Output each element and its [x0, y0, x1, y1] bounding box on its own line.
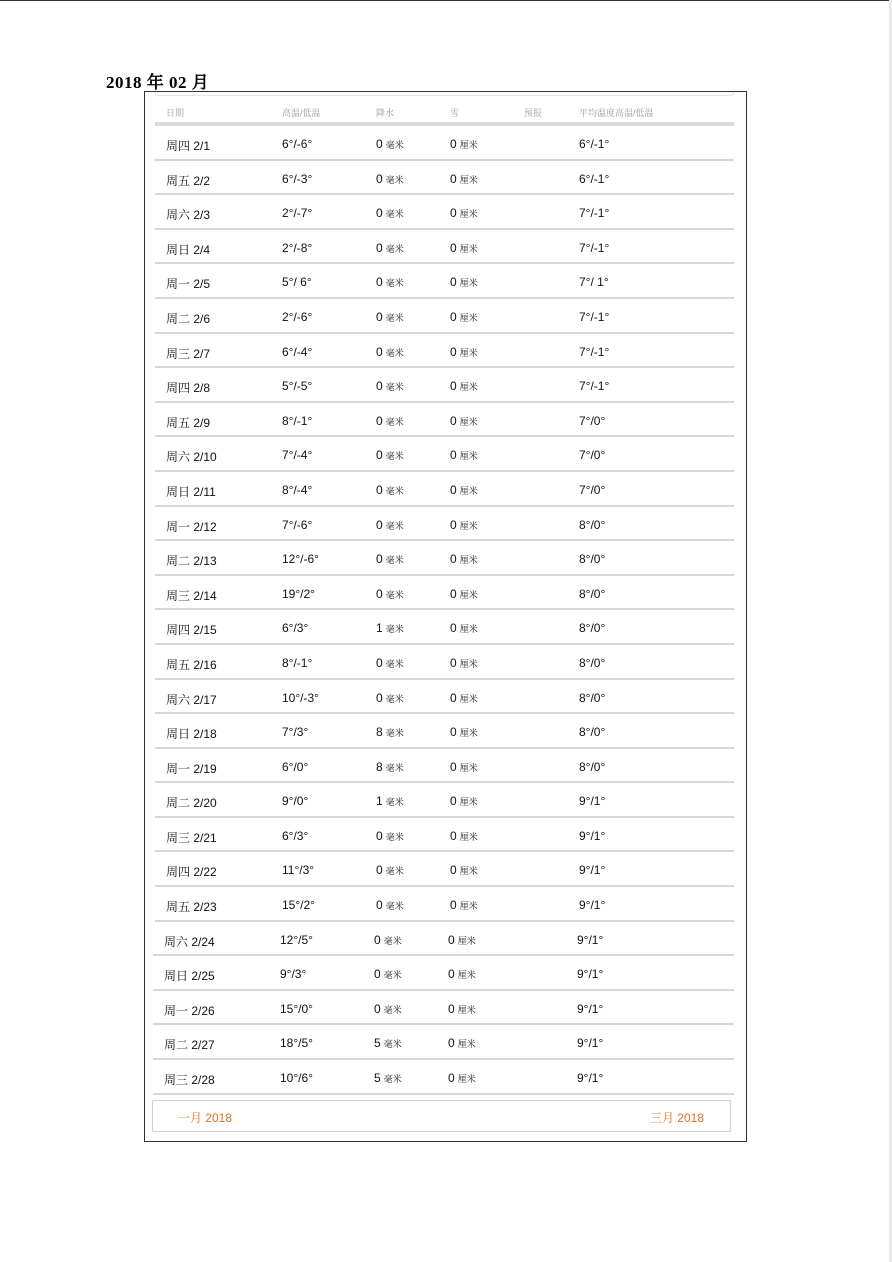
snow-value: 0 — [450, 794, 457, 809]
day-cell: 周三 2/28 — [164, 1073, 215, 1088]
snow-cell — [450, 898, 478, 912]
snow-unit: 厘米 — [459, 312, 478, 323]
avg-high-low-cell: 6°/-1° — [579, 171, 610, 186]
snow-unit: 厘米 — [459, 140, 478, 150]
table-row — [155, 541, 734, 576]
snow-unit: 厘米 — [459, 658, 478, 669]
high-low-cell: 19°/2° — [282, 586, 315, 601]
precip-unit: 毫米 — [385, 312, 404, 323]
precip-value: 0 — [374, 967, 381, 982]
snow-value: 0 — [450, 344, 457, 359]
precip-cell — [376, 760, 404, 774]
precip-value: 5 — [374, 1071, 381, 1086]
avg-high-low-cell: 9°/1° — [579, 794, 606, 809]
snow-value: 0 — [450, 863, 457, 878]
precip-value: 0 — [376, 379, 383, 394]
next-month-link[interactable]: 三月 2018 — [649, 1111, 704, 1125]
header-top-edge — [155, 92, 734, 96]
day-cell: 周六 2/24 — [164, 934, 215, 949]
snow-cell — [450, 621, 478, 635]
snow-cell — [450, 345, 478, 359]
precip-cell — [376, 863, 404, 877]
day-cell: 周二 2/13 — [166, 554, 217, 569]
snow-value: 0 — [450, 137, 457, 151]
high-low-cell: 10°/6° — [280, 1071, 313, 1086]
snow-value: 0 — [450, 690, 457, 705]
high-low-cell: 15°/0° — [280, 1001, 313, 1016]
avg-high-low-cell: 7°/0° — [579, 413, 606, 428]
precip-value: 5 — [374, 1036, 381, 1051]
snow-value: 0 — [450, 482, 457, 497]
precip-value: 0 — [376, 171, 383, 186]
precip-cell — [376, 137, 404, 151]
day-cell: 周二 2/20 — [166, 796, 217, 811]
header-precip: 降水 — [376, 108, 395, 118]
snow-cell — [450, 137, 478, 151]
snow-unit: 厘米 — [459, 797, 478, 808]
high-low-cell: 6°/3° — [282, 828, 309, 843]
table-row — [155, 334, 734, 369]
precip-unit: 毫米 — [385, 140, 404, 150]
table-row — [153, 1025, 734, 1060]
precip-unit: 毫米 — [385, 278, 404, 289]
precip-cell — [376, 794, 404, 808]
snow-cell — [450, 829, 478, 843]
table-row — [155, 680, 734, 715]
precip-value: 0 — [376, 586, 383, 601]
table-header — [155, 92, 734, 126]
high-low-cell: 6°/-6° — [282, 137, 313, 151]
avg-high-low-cell: 7°/-1° — [579, 309, 610, 324]
precip-cell — [376, 414, 404, 428]
table-row — [153, 1060, 734, 1095]
precip-unit: 毫米 — [383, 1004, 402, 1015]
table-row — [155, 472, 734, 507]
precip-cell — [376, 379, 404, 393]
snow-cell — [450, 172, 478, 186]
precip-cell — [376, 241, 404, 255]
precip-cell — [376, 691, 404, 705]
avg-high-low-cell: 8°/0° — [579, 759, 606, 774]
high-low-cell: 9°/3° — [280, 967, 307, 982]
high-low-cell: 12°/-6° — [282, 552, 319, 567]
snow-unit: 厘米 — [459, 693, 478, 704]
precip-value: 8 — [376, 725, 383, 740]
day-cell: 周三 2/21 — [166, 830, 217, 845]
snow-cell — [448, 933, 476, 947]
precip-unit: 毫米 — [385, 243, 404, 254]
table-row — [153, 991, 734, 1026]
snow-cell — [450, 587, 478, 601]
precip-unit: 毫米 — [385, 209, 404, 220]
header-high-low: 高温/低温 — [282, 108, 321, 118]
snow-value: 0 — [448, 1036, 455, 1051]
day-cell: 周六 2/17 — [166, 692, 217, 707]
day-cell: 周日 2/25 — [164, 969, 215, 984]
month-nav — [152, 1100, 731, 1132]
snow-value: 0 — [450, 275, 457, 290]
precip-value: 0 — [374, 932, 381, 947]
avg-high-low-cell: 8°/0° — [579, 517, 606, 532]
snow-unit: 厘米 — [457, 1004, 476, 1015]
avg-high-low-cell: 9°/1° — [577, 932, 604, 947]
precip-unit: 毫米 — [385, 624, 404, 635]
precip-unit: 毫米 — [385, 416, 404, 427]
snow-value: 0 — [450, 828, 457, 843]
header-avg-high-low: 平均温度高温/低温 — [579, 108, 654, 118]
table-row — [155, 195, 734, 230]
high-low-cell: 7°/3° — [282, 725, 309, 740]
day-cell: 周三 2/7 — [166, 346, 211, 361]
precip-unit: 毫米 — [385, 174, 404, 185]
precip-value: 0 — [376, 655, 383, 670]
table-row — [153, 922, 734, 957]
day-cell: 周四 2/22 — [166, 865, 217, 880]
precip-cell — [374, 1071, 402, 1085]
precip-value: 0 — [376, 344, 383, 359]
day-cell: 周一 2/12 — [166, 519, 217, 534]
precip-unit: 毫米 — [385, 728, 404, 739]
precip-cell — [374, 1002, 402, 1016]
high-low-cell: 12°/5° — [280, 932, 313, 947]
table-row — [155, 818, 734, 853]
precip-unit: 毫米 — [385, 797, 404, 808]
precip-unit: 毫米 — [385, 693, 404, 704]
day-cell: 周一 2/19 — [166, 761, 217, 776]
precip-cell — [376, 206, 404, 220]
header-day: 日期 — [166, 108, 185, 118]
day-cell: 周六 2/10 — [166, 450, 217, 465]
precip-unit: 毫米 — [385, 901, 404, 912]
precip-unit: 毫米 — [385, 347, 404, 358]
precip-value: 0 — [376, 482, 383, 497]
snow-unit: 厘米 — [457, 970, 476, 981]
snow-cell — [450, 448, 478, 462]
precip-cell — [374, 933, 402, 947]
snow-cell — [450, 656, 478, 670]
precip-cell — [376, 275, 404, 289]
high-low-cell: 6°/-3° — [282, 171, 313, 186]
snow-unit: 厘米 — [457, 935, 476, 946]
day-cell: 周二 2/27 — [164, 1038, 215, 1053]
snow-value: 0 — [450, 655, 457, 670]
header-forecast: 预报 — [524, 108, 543, 118]
page-title: 2018 年 02 月 — [106, 73, 210, 92]
avg-high-low-cell: 9°/1° — [577, 967, 604, 982]
high-low-cell: 8°/-1° — [282, 655, 313, 670]
high-low-cell: 10°/-3° — [282, 690, 319, 705]
precip-cell — [376, 310, 404, 324]
high-low-cell: 2°/-6° — [282, 309, 313, 324]
avg-high-low-cell: 9°/1° — [579, 828, 606, 843]
day-cell: 周一 2/5 — [166, 277, 211, 292]
snow-cell — [450, 725, 478, 739]
snow-unit: 厘米 — [459, 209, 478, 220]
high-low-cell: 9°/0° — [282, 794, 309, 809]
precip-unit: 毫米 — [385, 831, 404, 842]
high-low-cell: 5°/ 6° — [282, 275, 312, 290]
snow-value: 0 — [448, 1001, 455, 1016]
snow-value: 0 — [450, 379, 457, 394]
precip-value: 0 — [374, 1001, 381, 1016]
table-row — [153, 956, 734, 991]
avg-high-low-cell: 8°/0° — [579, 655, 606, 670]
day-cell: 周四 2/15 — [166, 623, 217, 638]
precip-cell — [376, 725, 404, 739]
avg-high-low-cell: 8°/0° — [579, 725, 606, 740]
snow-cell — [450, 760, 478, 774]
snow-value: 0 — [450, 413, 457, 428]
avg-high-low-cell: 9°/1° — [577, 1001, 604, 1016]
avg-high-low-cell: 8°/0° — [579, 586, 606, 601]
precip-value: 0 — [376, 240, 383, 255]
precip-value: 0 — [376, 517, 383, 532]
precip-cell — [376, 587, 404, 601]
precip-cell — [376, 829, 404, 843]
precip-unit: 毫米 — [383, 935, 402, 946]
snow-unit: 厘米 — [459, 624, 478, 635]
avg-high-low-cell: 8°/0° — [579, 690, 606, 705]
day-cell: 周五 2/23 — [166, 900, 217, 915]
precip-unit: 毫米 — [383, 1039, 402, 1050]
precip-value: 0 — [376, 137, 383, 151]
day-cell: 周日 2/18 — [166, 727, 217, 742]
day-cell: 周日 2/4 — [166, 242, 211, 257]
high-low-cell: 2°/-8° — [282, 240, 313, 255]
precip-value: 0 — [376, 413, 383, 428]
snow-value: 0 — [450, 171, 457, 186]
high-low-cell: 7°/-6° — [282, 517, 313, 532]
day-cell: 周一 2/26 — [164, 1003, 215, 1018]
snow-value: 0 — [448, 932, 455, 947]
table-row — [155, 783, 734, 818]
day-cell: 周六 2/3 — [166, 208, 211, 223]
snow-unit: 厘米 — [459, 451, 478, 462]
high-low-cell: 6°/3° — [282, 621, 309, 636]
snow-value: 0 — [450, 448, 457, 463]
snow-value: 0 — [450, 898, 457, 913]
snow-value: 0 — [450, 240, 457, 255]
precip-value: 8 — [376, 759, 383, 774]
snow-cell — [450, 414, 478, 428]
table-row — [155, 437, 734, 472]
high-low-cell: 8°/-4° — [282, 482, 313, 497]
snow-unit: 厘米 — [459, 901, 478, 912]
precip-value: 0 — [376, 898, 383, 913]
snow-cell — [450, 379, 478, 393]
precip-value: 0 — [376, 206, 383, 221]
precip-cell — [376, 483, 404, 497]
snow-value: 0 — [450, 206, 457, 221]
precip-unit: 毫米 — [385, 589, 404, 600]
high-low-cell: 5°/-5° — [282, 379, 313, 394]
snow-unit: 厘米 — [459, 416, 478, 427]
snow-cell — [450, 241, 478, 255]
snow-value: 0 — [450, 517, 457, 532]
precip-cell — [376, 898, 404, 912]
snow-value: 0 — [448, 967, 455, 982]
table-row — [155, 126, 734, 161]
snow-cell — [450, 552, 478, 566]
high-low-cell: 11°/3° — [282, 863, 315, 878]
high-low-cell: 6°/0° — [282, 759, 309, 774]
day-cell: 周三 2/14 — [166, 588, 217, 603]
precip-value: 0 — [376, 275, 383, 290]
snow-cell — [450, 794, 478, 808]
snow-unit: 厘米 — [457, 1039, 476, 1050]
snow-unit: 厘米 — [459, 589, 478, 600]
avg-high-low-cell: 8°/0° — [579, 552, 606, 567]
snow-cell — [450, 310, 478, 324]
precip-unit: 毫米 — [385, 555, 404, 566]
table-row — [155, 161, 734, 196]
avg-high-low-cell: 7°/-1° — [579, 344, 610, 359]
table-row — [155, 714, 734, 749]
avg-high-low-cell: 9°/1° — [577, 1036, 604, 1051]
day-cell: 周五 2/9 — [166, 415, 211, 430]
precip-cell — [374, 967, 402, 981]
high-low-cell: 8°/-1° — [282, 413, 313, 428]
avg-high-low-cell: 7°/0° — [579, 448, 606, 463]
snow-unit: 厘米 — [459, 728, 478, 739]
table-body — [155, 126, 734, 1095]
table-row — [155, 230, 734, 265]
precip-unit: 毫米 — [385, 866, 404, 877]
snow-cell — [448, 1071, 476, 1085]
table-row — [155, 403, 734, 438]
high-low-cell: 18°/5° — [280, 1036, 313, 1051]
avg-high-low-cell: 9°/1° — [577, 1071, 604, 1086]
table-row — [155, 368, 734, 403]
snow-cell — [450, 483, 478, 497]
table-row — [155, 887, 734, 922]
snow-value: 0 — [450, 309, 457, 324]
snow-unit: 厘米 — [459, 555, 478, 566]
precip-value: 0 — [376, 828, 383, 843]
snow-unit: 厘米 — [459, 382, 478, 393]
weather-table-frame — [144, 91, 747, 1142]
avg-high-low-cell: 8°/0° — [579, 621, 606, 636]
snow-cell — [448, 1036, 476, 1050]
precip-unit: 毫米 — [385, 520, 404, 531]
precip-value: 0 — [376, 448, 383, 463]
day-cell: 周二 2/6 — [166, 311, 211, 326]
precip-cell — [376, 552, 404, 566]
high-low-cell: 15°/2° — [282, 898, 315, 913]
day-cell: 周四 2/8 — [166, 381, 211, 396]
table-row — [155, 576, 734, 611]
snow-value: 0 — [448, 1071, 455, 1086]
avg-high-low-cell: 7°/0° — [579, 482, 606, 497]
precip-value: 0 — [376, 690, 383, 705]
precip-unit: 毫米 — [383, 970, 402, 981]
precip-value: 0 — [376, 552, 383, 567]
table-row — [155, 264, 734, 299]
snow-cell — [450, 275, 478, 289]
precip-cell — [374, 1036, 402, 1050]
high-low-cell: 2°/-7° — [282, 206, 313, 221]
precip-cell — [376, 518, 404, 532]
precip-unit: 毫米 — [385, 762, 404, 773]
day-cell: 周日 2/11 — [166, 484, 216, 499]
header-snow: 雪 — [450, 108, 460, 118]
day-cell: 周五 2/2 — [166, 173, 211, 188]
avg-high-low-cell: 7°/-1° — [579, 240, 610, 255]
precip-unit: 毫米 — [385, 485, 404, 496]
precip-value: 0 — [376, 309, 383, 324]
day-cell: 周四 2/1 — [166, 139, 211, 153]
high-low-cell: 7°/-4° — [282, 448, 313, 463]
snow-unit: 厘米 — [459, 485, 478, 496]
day-cell: 周五 2/16 — [166, 657, 217, 672]
table-row — [155, 645, 734, 680]
prev-month-link[interactable]: 一月 2018 — [178, 1111, 233, 1125]
snow-value: 0 — [450, 725, 457, 740]
snow-value: 0 — [450, 759, 457, 774]
snow-value: 0 — [450, 621, 457, 636]
snow-value: 0 — [450, 586, 457, 601]
table-row — [155, 507, 734, 542]
precip-unit: 毫米 — [383, 1074, 402, 1085]
snow-cell — [448, 967, 476, 981]
precip-cell — [376, 172, 404, 186]
precip-unit: 毫米 — [385, 658, 404, 669]
snow-unit: 厘米 — [459, 831, 478, 842]
precip-value: 1 — [376, 621, 383, 636]
snow-unit: 厘米 — [459, 347, 478, 358]
table-row — [155, 749, 734, 784]
avg-high-low-cell: 7°/-1° — [579, 379, 610, 394]
table-row — [155, 852, 734, 887]
snow-unit: 厘米 — [459, 174, 478, 185]
snow-unit: 厘米 — [459, 866, 478, 877]
precip-cell — [376, 448, 404, 462]
table-row — [155, 299, 734, 334]
snow-value: 0 — [450, 552, 457, 567]
precip-unit: 毫米 — [385, 382, 404, 393]
top-rule — [0, 0, 892, 1]
snow-cell — [448, 1002, 476, 1016]
avg-high-low-cell: 7°/-1° — [579, 206, 610, 221]
precip-value: 1 — [376, 794, 383, 809]
snow-cell — [450, 863, 478, 877]
snow-unit: 厘米 — [459, 762, 478, 773]
avg-high-low-cell: 6°/-1° — [579, 137, 610, 151]
precip-unit: 毫米 — [385, 451, 404, 462]
snow-cell — [450, 518, 478, 532]
precip-cell — [376, 345, 404, 359]
precip-cell — [376, 656, 404, 670]
snow-cell — [450, 691, 478, 705]
snow-unit: 厘米 — [459, 278, 478, 289]
avg-high-low-cell: 7°/ 1° — [579, 275, 609, 290]
snow-unit: 厘米 — [459, 520, 478, 531]
high-low-cell: 6°/-4° — [282, 344, 313, 359]
avg-high-low-cell: 9°/1° — [579, 863, 606, 878]
precip-cell — [376, 621, 404, 635]
snow-unit: 厘米 — [459, 243, 478, 254]
avg-high-low-cell: 9°/1° — [579, 898, 606, 913]
table-row — [155, 610, 734, 645]
snow-unit: 厘米 — [457, 1074, 476, 1085]
snow-cell — [450, 206, 478, 220]
precip-value: 0 — [376, 863, 383, 878]
